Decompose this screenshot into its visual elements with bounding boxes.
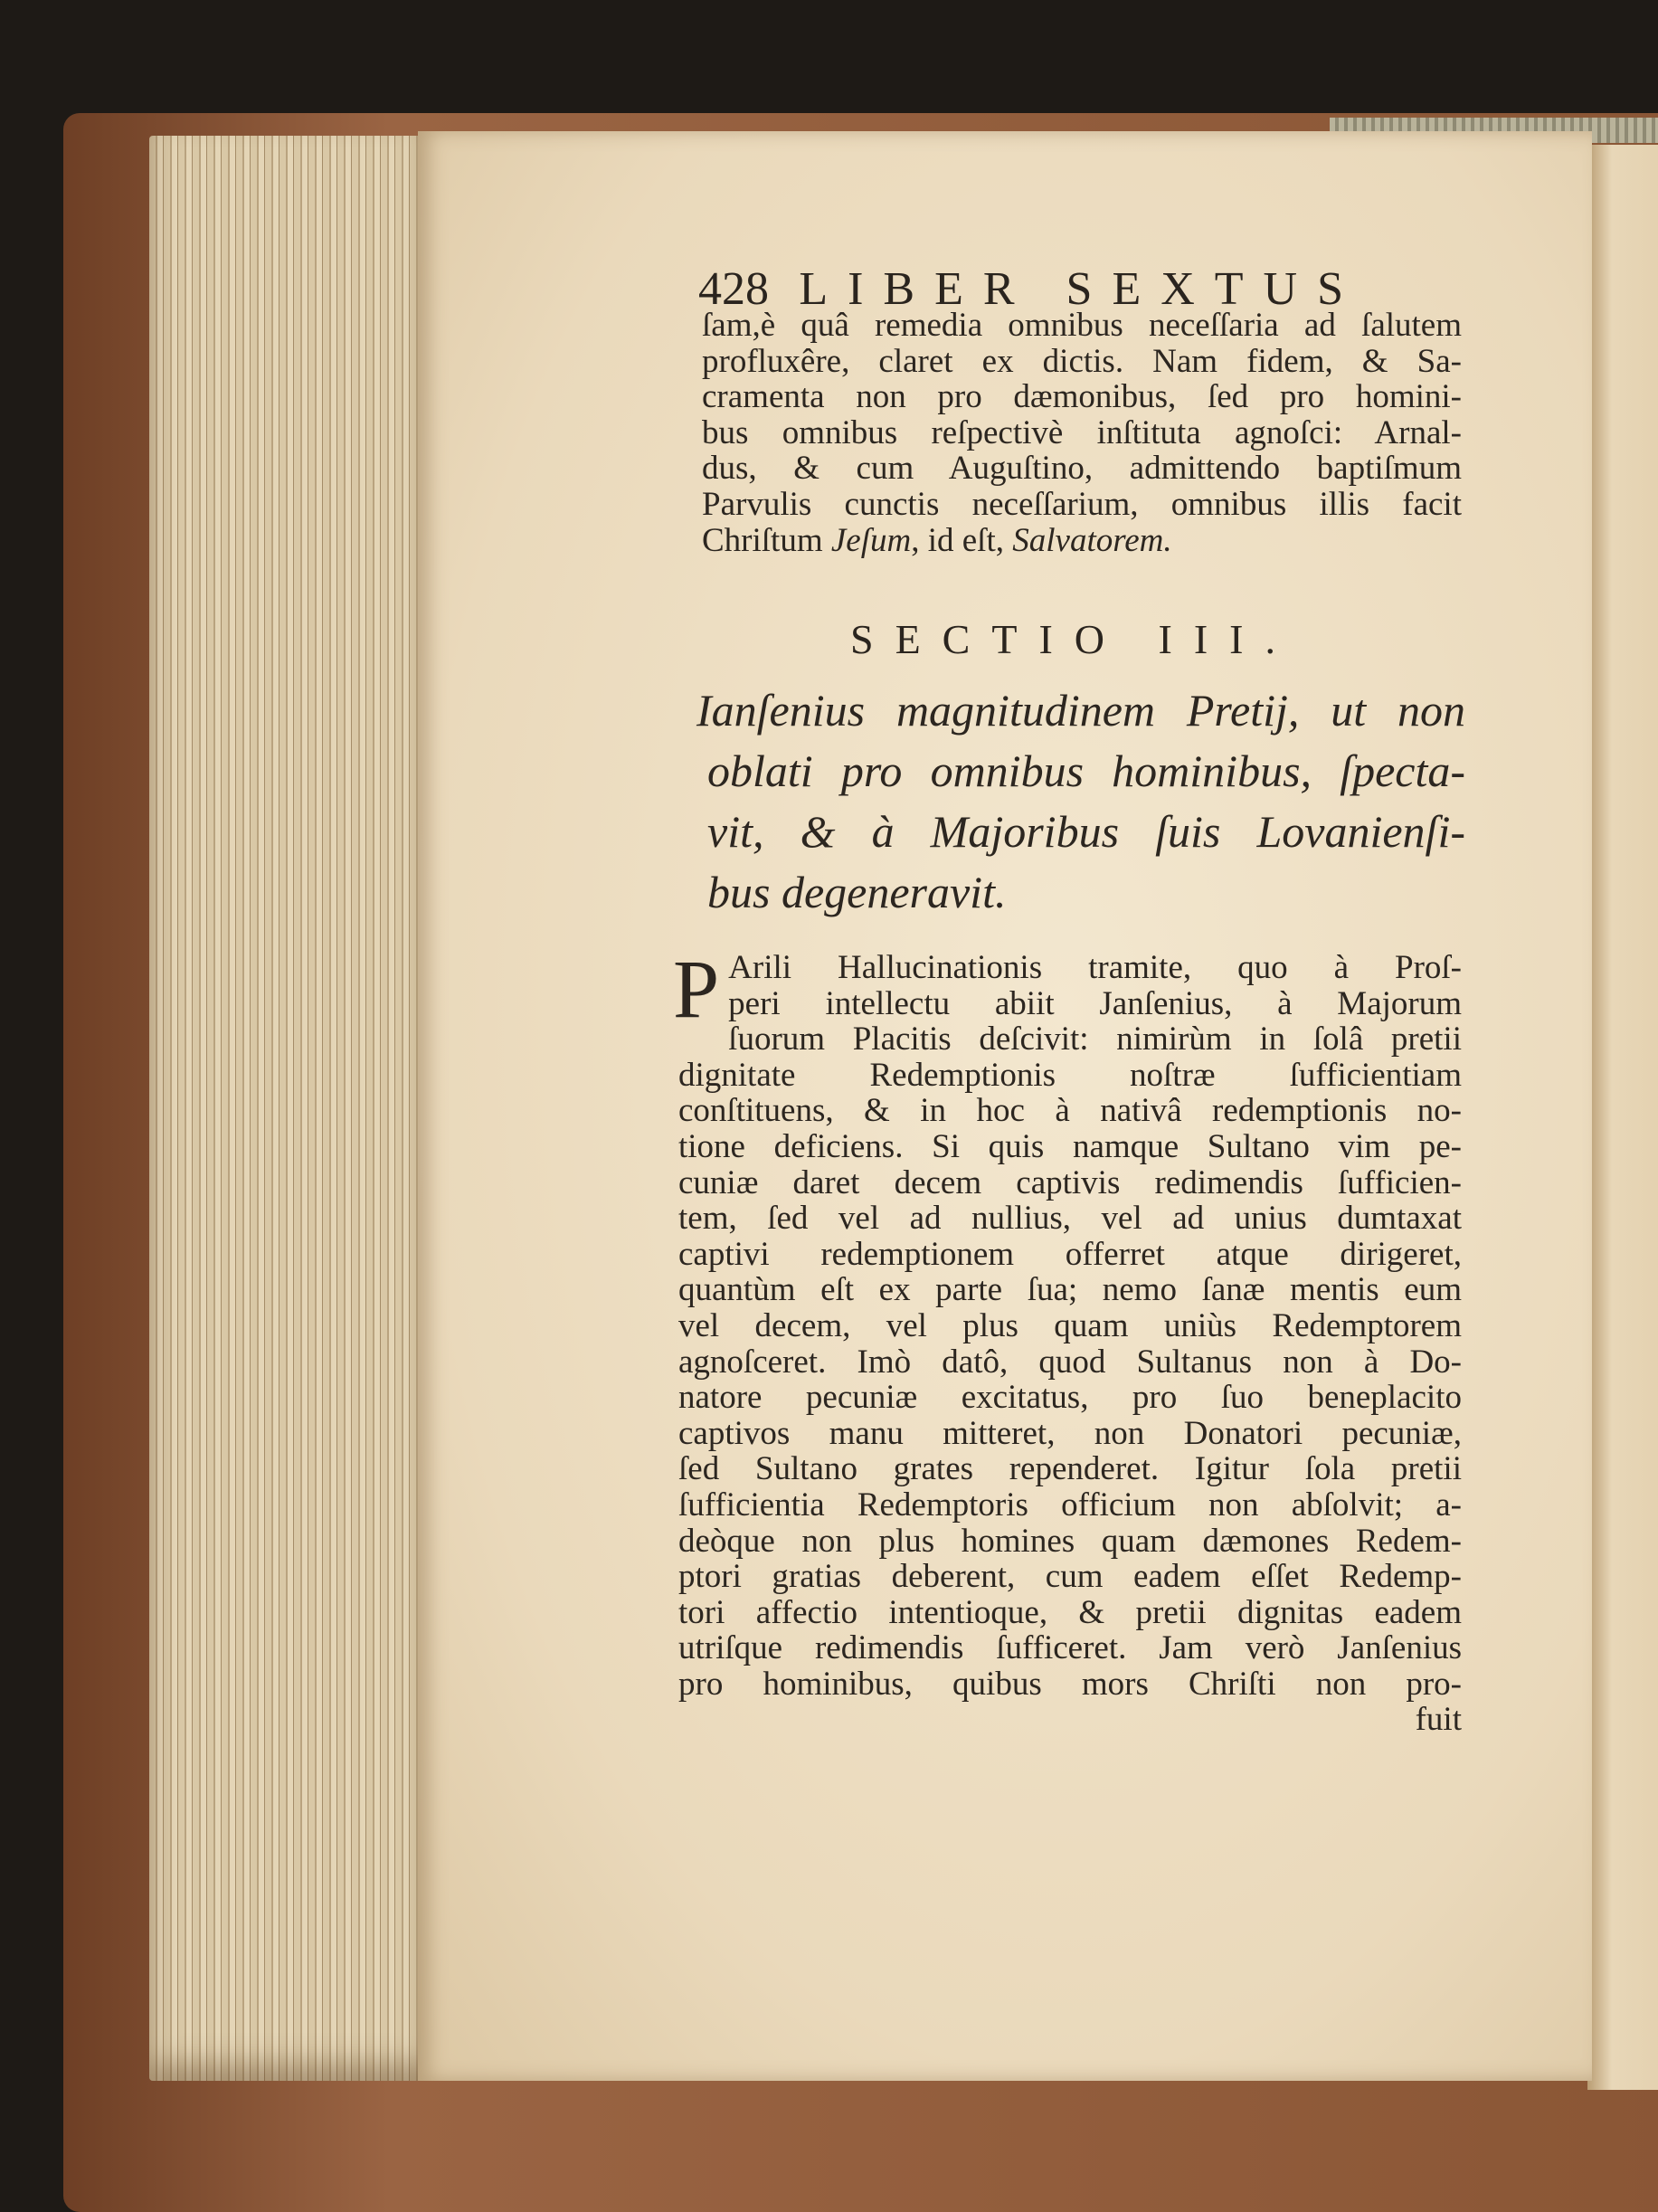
text-line: cramenta non pro dæmonibus, ſed pro homini- [702, 378, 1462, 416]
facing-page-edge [1587, 145, 1658, 2090]
text-line: captivos manu mitteret, non Donatori pecuniæ, [678, 1414, 1462, 1452]
text-line: profluxêre, claret ex dictis. Nam fidem, & Sa- [702, 342, 1462, 380]
paragraph-continued [702, 308, 1462, 558]
text-line: peri intellectu abiit Janſenius, à Majorum [728, 984, 1462, 1022]
text-line: utriſque redimendis ſufficeret. Jam verò Janſenius [678, 1629, 1462, 1667]
text-line: natore pecuniæ excitatus, pro ſuo beneplacito [678, 1379, 1462, 1417]
text-line: dignitate Redemptionis noſtræ ſufficientiam [678, 1056, 1462, 1094]
text-line: ptori gratias deberent, cum eadem eſſet Redemp- [678, 1558, 1462, 1596]
text-line [702, 523, 1462, 559]
text-line: vel decem, vel plus quam uniùs Redemptorem [678, 1306, 1462, 1344]
text: , id eſt, [911, 521, 1013, 559]
title-line: Ianſenius magnitudinem Pretij, ut non [696, 685, 1465, 736]
italic-text: Salvatorem. [1012, 521, 1172, 559]
text-line: ſed Sultano grates rependeret. Igitur ſola pretii [678, 1450, 1462, 1488]
text-line: ſam,è quâ remedia omnibus neceſſaria ad ſalutem [702, 307, 1462, 344]
text: Chriſtum [702, 521, 831, 559]
text-line: quantùm eſt ex parte ſua; nemo ſanæ mentis eum [678, 1271, 1462, 1309]
section-title [696, 680, 1465, 923]
text-line: tione deficiens. Si quis namque Sultano vim pe- [678, 1127, 1462, 1165]
body-paragraph [673, 943, 1462, 1739]
text-line: conſtituens, & in hoc à nativâ redemptionis no- [678, 1092, 1462, 1130]
text-line: ſuorum Placitis deſcivit: nimirùm in ſolâ pretii [728, 1021, 1462, 1059]
page-number: 428 [698, 263, 769, 315]
title-line: bus degeneravit. [707, 867, 1007, 917]
running-title: LIBER SEXTUS [799, 263, 1363, 315]
text-line: Parvulis cunctis neceſſarium, omnibus illis facit [702, 485, 1462, 523]
text-line: bus omnibus reſpectivè inſtituta agnoſci: Arnal- [702, 413, 1462, 451]
text-line: agnoſceret. Imò datô, quod Sultanus non à Do- [678, 1343, 1462, 1381]
text-line: pro hominibus, quibus mors Chriſti non pro- [678, 1665, 1462, 1703]
text-line: dus, & cum Auguſtino, admittendo baptiſmum [702, 450, 1462, 488]
text-line: cuniæ daret decem captivis redimendis ſufficien- [678, 1163, 1462, 1201]
text-line: tem, ſed vel ad nullius, vel ad unius dumtaxat [678, 1200, 1462, 1238]
page-edges [149, 136, 430, 2081]
title-line: vit, & à Majoribus ſuis Lovanienſi- [707, 806, 1465, 857]
text-line: ſufficientia Redemptoris officium non abſolvit; a- [678, 1486, 1462, 1524]
text-line: tori affectio intentioque, & pretii dignitas eadem [678, 1593, 1462, 1631]
text-line: deòque non plus homines quam dæmones Redem- [678, 1522, 1462, 1560]
text-line: captivi redemptionem offerret atque dirigeret, [678, 1235, 1462, 1273]
italic-text: Jeſum [830, 521, 912, 559]
section-heading: SECTIO III. [850, 616, 1297, 662]
catchword: fuit [1415, 1701, 1462, 1739]
title-line: oblati pro omnibus hominibus, ſpecta- [707, 745, 1465, 796]
drop-cap: P [673, 943, 720, 1035]
text-line: Arili Hallucinationis tramite, quo à Proſ- [728, 949, 1462, 986]
